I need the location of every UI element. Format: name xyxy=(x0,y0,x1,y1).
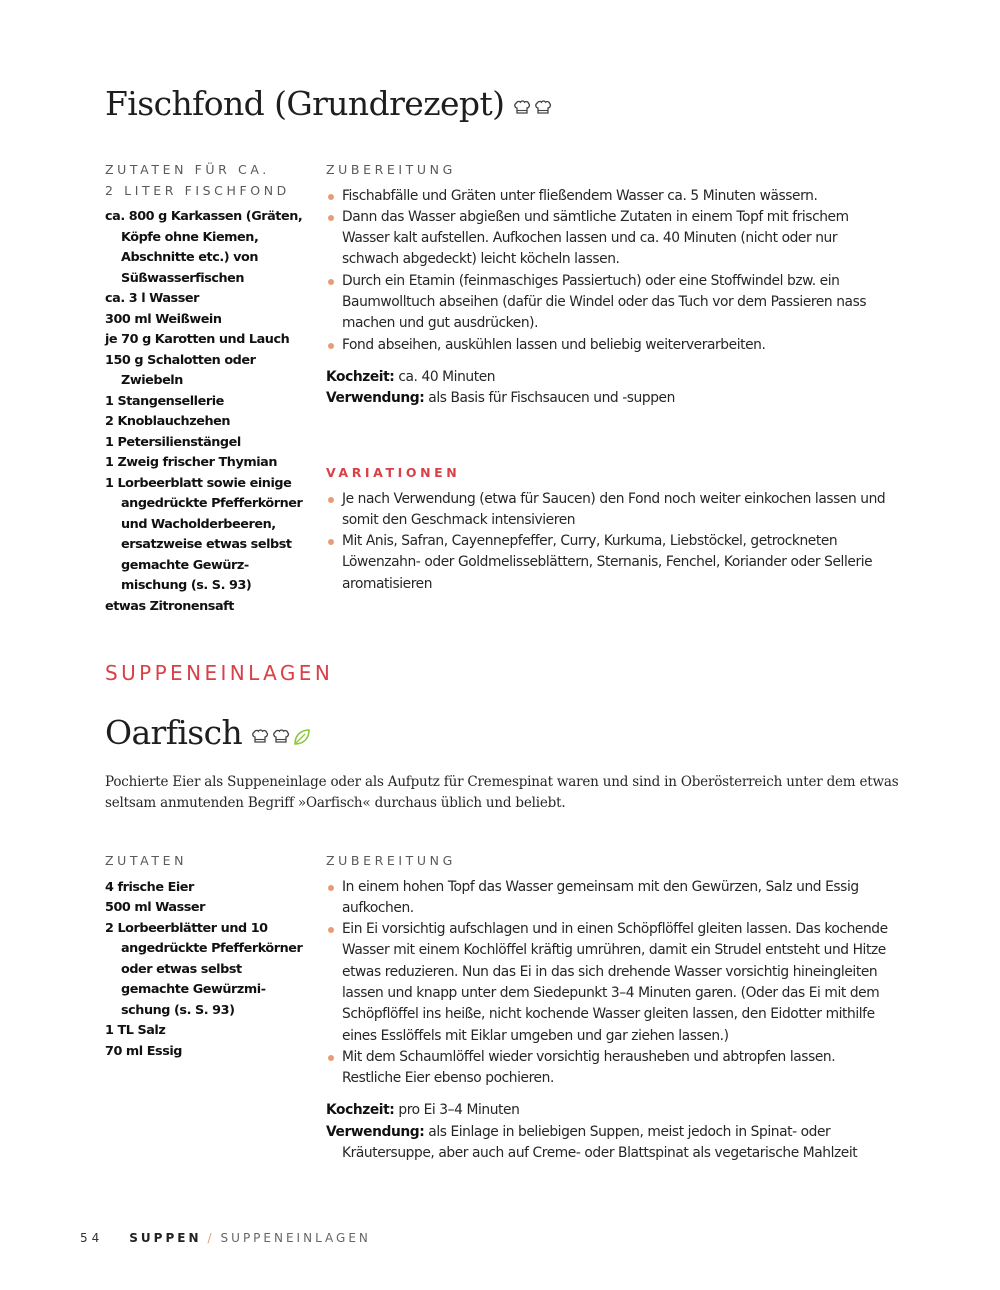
footer-subsection: SUPPENEINLAGEN xyxy=(220,1231,371,1245)
cooking-time-value: ca. 40 Minuten xyxy=(398,368,496,385)
ingredient-item: je 70 g Karotten und Lauch xyxy=(105,332,290,347)
usage-label: Verwendung: xyxy=(326,390,425,407)
ingredient-item: 1 Stangensellerie xyxy=(105,393,224,409)
usage-value: als Einlage in beliebigen Suppen, meist jedoch in Spinat- oder Kräutersuppe, aber auch auf Creme- oder Blattspinat als vegetarische Mahlzeit xyxy=(342,1123,858,1162)
recipe-title-text: Oarfisch xyxy=(105,713,243,752)
ingredient-item: ca. 3 l Wasser xyxy=(105,291,199,306)
page-footer xyxy=(80,1230,371,1246)
recipe-title-oarfisch xyxy=(105,713,313,756)
preparation-steps xyxy=(326,186,896,356)
ingredients-list xyxy=(105,207,305,617)
usage xyxy=(326,1122,912,1165)
ingredient-item: 2 Knoblauchzehen xyxy=(105,414,230,429)
chef-hat-icon xyxy=(271,727,291,747)
page-number: 54 xyxy=(80,1231,104,1245)
variations-block xyxy=(326,463,896,595)
variation-text: Je nach Verwendung (etwa für Saucen) den Fond noch weiter einkochen lassen und somit den Geschmack intensivieren xyxy=(342,490,886,528)
variations-heading: VARIATIONEN xyxy=(326,465,461,480)
recipe-title-fischfond xyxy=(105,84,554,127)
bullet-dot xyxy=(328,539,334,545)
chef-hat-icon xyxy=(533,98,553,118)
cooking-time xyxy=(326,1100,912,1121)
step-item xyxy=(326,1047,896,1090)
chef-hat-icon xyxy=(250,727,270,747)
bullet-dot xyxy=(328,343,334,349)
difficulty-rating xyxy=(250,716,313,756)
chef-hat-icon xyxy=(512,98,532,118)
variations-list xyxy=(326,489,896,595)
bullet-dot xyxy=(328,885,334,891)
bullet-dot xyxy=(328,215,334,221)
bullet-dot xyxy=(328,1055,334,1061)
ingredient-item: 1 TL Salz xyxy=(105,1023,166,1038)
step-item xyxy=(326,919,896,1047)
ingredient-item: etwas Zitronensaft xyxy=(105,598,234,614)
usage-value: als Basis für Fischsaucen und -suppen xyxy=(428,390,675,407)
variation-item xyxy=(326,489,896,532)
cooking-time xyxy=(326,367,912,388)
preparation-steps xyxy=(326,877,896,1090)
difficulty-rating xyxy=(512,87,554,127)
footer-separator: / xyxy=(207,1231,215,1245)
bullet-dot xyxy=(328,927,334,933)
bullet-dot xyxy=(328,279,334,285)
ingredient-item: 300 ml Weißwein xyxy=(105,311,222,327)
ingredients-column-fischfond xyxy=(105,160,305,617)
recipe-title-text: Fischfond (Grundrezept) xyxy=(105,84,505,123)
usage-label: Verwendung: xyxy=(326,1123,425,1140)
ingredient-item: 1 Petersilienstängel xyxy=(105,434,241,450)
step-item xyxy=(326,207,896,271)
ingredients-heading: ZUTATEN FÜR CA. xyxy=(105,162,270,177)
ingredient-item: 1 Lorbeerblatt sowie einige angedrückte Pfefferkörner und Wacholderbeeren, ersatzweise etwas selbst gemachte Gewürzmischung (s. S. 93) xyxy=(105,475,303,593)
cooking-time-value: pro Ei 3–4 Minuten xyxy=(398,1102,520,1119)
section-title: SUPPENEINLAGEN xyxy=(105,661,334,685)
preparation-heading: ZUBEREITUNG xyxy=(326,853,456,868)
step-item xyxy=(326,186,896,207)
ingredient-item: 2 Lorbeerblätter und 10 angedrückte Pfefferkörner oder etwas selbst gemachte Gewürzmischung (s. S. 93) xyxy=(105,920,303,1018)
ingredient-item: 150 g Schalotten oder Zwiebeln xyxy=(105,352,256,388)
ingredients-list xyxy=(105,878,305,1063)
ingredient-item: ca. 800 g Karkassen (Gräten, Köpfe ohne Kiemen, Abschnitte etc.) von Süßwasserfischen xyxy=(105,209,303,286)
step-item xyxy=(326,877,896,920)
step-text: Fond abseihen, auskühlen lassen und beliebig weiterverarbeiten. xyxy=(342,336,766,353)
preparation-column-fischfond xyxy=(326,160,912,409)
ingredients-heading-2: 2 LITER FISCHFOND xyxy=(105,182,290,198)
step-text: Mit dem Schaumlöffel wieder vorsichtig herausheben und abtropfen lassen. Restliche Eier ebenso pochieren. xyxy=(342,1048,836,1087)
step-text: Ein Ei vorsichtig aufschlagen und in einen Schöpflöffel gleiten lassen. Das kochende Wasser mit einem Kochlöffel kräftig umrühren, damit ein Strudel entsteht und Hitze etwas reduzieren. Nun das Ei in das sich drehende Wasser vorsichtig hineingleiten lassen und knapp unter dem Siedepunkt 3–4 Minuten garen. (Oder das Ei mit dem Schöpflöffel ins heiße, nicht kochende Wasser gleiten lassen, den Eidotter mithilfe eines Esslöffels mit Eiklar umgeben und gar ziehen lassen.) xyxy=(342,921,888,1044)
cooking-time-label: Kochzeit: xyxy=(326,368,395,385)
step-item xyxy=(326,271,896,335)
preparation-column-oarfisch xyxy=(326,851,912,1164)
variation-text: Mit Anis, Safran, Cayennepfeffer, Curry, Kurkuma, Liebstöckel, getrockneten Löwenzahn- oder Goldmelisseblättern, Sternanis, Fenchel, Koriander oder Sellerie aromatisieren xyxy=(342,533,873,592)
ingredient-item: 4 frische Eier xyxy=(105,879,194,895)
cooking-time-label: Kochzeit: xyxy=(326,1102,395,1119)
footer-section: SUPPEN xyxy=(129,1231,202,1245)
usage xyxy=(326,388,912,409)
step-text: Fischabfälle und Gräten unter fließendem Wasser ca. 5 Minuten wässern. xyxy=(342,187,818,204)
ingredient-item: 1 Zweig frischer Thymian xyxy=(105,455,278,470)
ingredients-heading: ZUTATEN xyxy=(105,853,188,868)
bullet-dot xyxy=(328,194,334,200)
variation-item xyxy=(326,531,896,595)
bullet-dot xyxy=(328,497,334,503)
ingredient-item: 70 ml Essig xyxy=(105,1043,183,1059)
step-item xyxy=(326,335,896,356)
step-text: In einem hohen Topf das Wasser gemeinsam mit den Gewürzen, Salz und Essig aufkochen. xyxy=(342,878,859,916)
recipe-intro: Pochierte Eier als Suppeneinlage oder als Aufputz für Cremespinat waren und sind in Oberösterreich unter dem etwas seltsam anmutenden Begriff »Oarfisch« durchaus üblich und beliebt. xyxy=(105,774,899,811)
leaf-icon xyxy=(292,727,312,747)
step-text: Dann das Wasser abgießen und sämtliche Zutaten in einem Topf mit frischem Wasser kalt aufstellen. Aufkochen lassen und ca. 40 Minuten (nicht oder nur schwach abgedeckt) leicht köcheln lassen. xyxy=(342,208,849,268)
ingredients-column-oarfisch xyxy=(105,851,305,1062)
ingredient-item: 500 ml Wasser xyxy=(105,900,206,915)
preparation-heading: ZUBEREITUNG xyxy=(326,162,456,177)
step-text: Durch ein Etamin (feinmaschiges Passiertuch) oder eine Stoffwindel bzw. ein Baumwolltuch abseihen (dafür die Windel oder das Tuch vor dem Passieren nass machen und gut ausdrücken). xyxy=(342,272,867,332)
